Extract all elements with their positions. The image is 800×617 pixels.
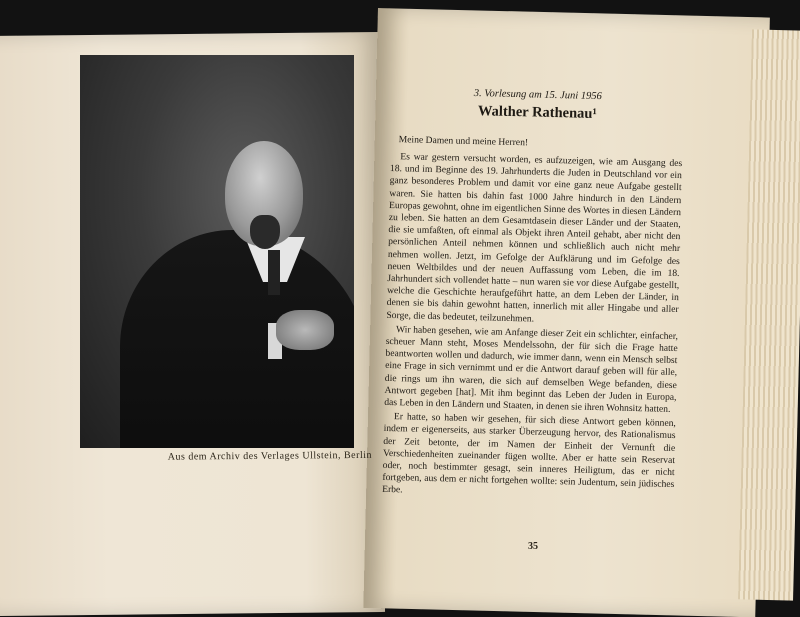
page-number: 35 — [528, 541, 538, 552]
paragraph-1: Es war gestern versucht worden, es aufzuzeigen, wie am Ausgang des 18. und im Beginne des 19. Jahrhunderts die Juden in Deutschland vor ein ganz besonderes Problem und damit vor eine ganz neue Aufgabe gestellt waren. Sie hatten bis dahin fast 1000 Jahre hindurch in den Ländern Europas gewohnt, ohne im eigentlichen Sinne des Wortes in diesen Ländern zu leben. Sie hatten an dem Gesamtdasein dieser Länder und der Staaten, die sie umfaßten, oft einmal als Objekt ihren Anteil gehabt, aber nicht den persönlichen Anteil nehmen können und schließlich auch nicht mehr nehmen wollen. Jetzt, im Gefolge der Aufklärung und im Gefolge des neuen Weltbildes und der neuen Auffassung vom Leben, die im 18. Jahrhundert sich vollendet hatte – nun waren sie vor diese Aufgabe gestellt, welche die Geschichte heraufgeführt hatte, an dem Leben der Länder, in denen sie bis dahin gewohnt hatten, innerlich mit aller Hingabe und aller Sorge, die das bedeutet, teilzunehmen. — [386, 151, 683, 325]
photo-caption: Aus dem Archiv des Verlages Ullstein, Berlin — [167, 449, 373, 463]
portrait-beard — [250, 215, 280, 249]
paragraph-2: Wir haben gesehen, wie am Anfange dieser Zeit ein schlichter, einfacher, scheuer Mann steht, Moses Mendelssohn, der für sich die Frage hatte beantworten wollen und dadurch, wie immer dann, wenn ein Mensch selbst eine Frage in sich vernimmt und er die Antwort darauf geben will für alle, die rings um ihn waren, die sich auf demselben Wege befanden, diese Antwort gegeben [hat]. Mit ihm beginnt das Leben der Juden in Europa, das Leben in den Ländern und Staaten, in denen sie ihren Wohnsitz hatten. — [384, 324, 679, 415]
portrait-tie — [268, 250, 280, 295]
portrait-hand — [276, 310, 334, 350]
portrait-photo — [80, 55, 354, 448]
paragraph-3: Er hatte, so haben wir gesehen, für sich diese Antwort geben können, indem er eigenerseits, aus starker Überzeugung hervor, des Rationalismus der Zeit betonte, der im Namen der Einheit der Vernunft die Verschiedenheiten zueinander fügen wollte. Aber er hatte sein Reservat oder, noch bestimmter gesagt, sein inneres Heiligtum, das er nicht fortgeben, aus dem er nicht fortgehen wollte: sein Judentum, sein jüdisches Erbe. — [381, 411, 676, 496]
page-text — [382, 86, 684, 506]
lecture-heading: 3. Vorlesung am 15. Juni 1956 — [473, 88, 602, 103]
greeting: Meine Damen und meine Herren! — [398, 134, 529, 149]
chapter-title: Walther Rathenau¹ — [477, 103, 598, 123]
